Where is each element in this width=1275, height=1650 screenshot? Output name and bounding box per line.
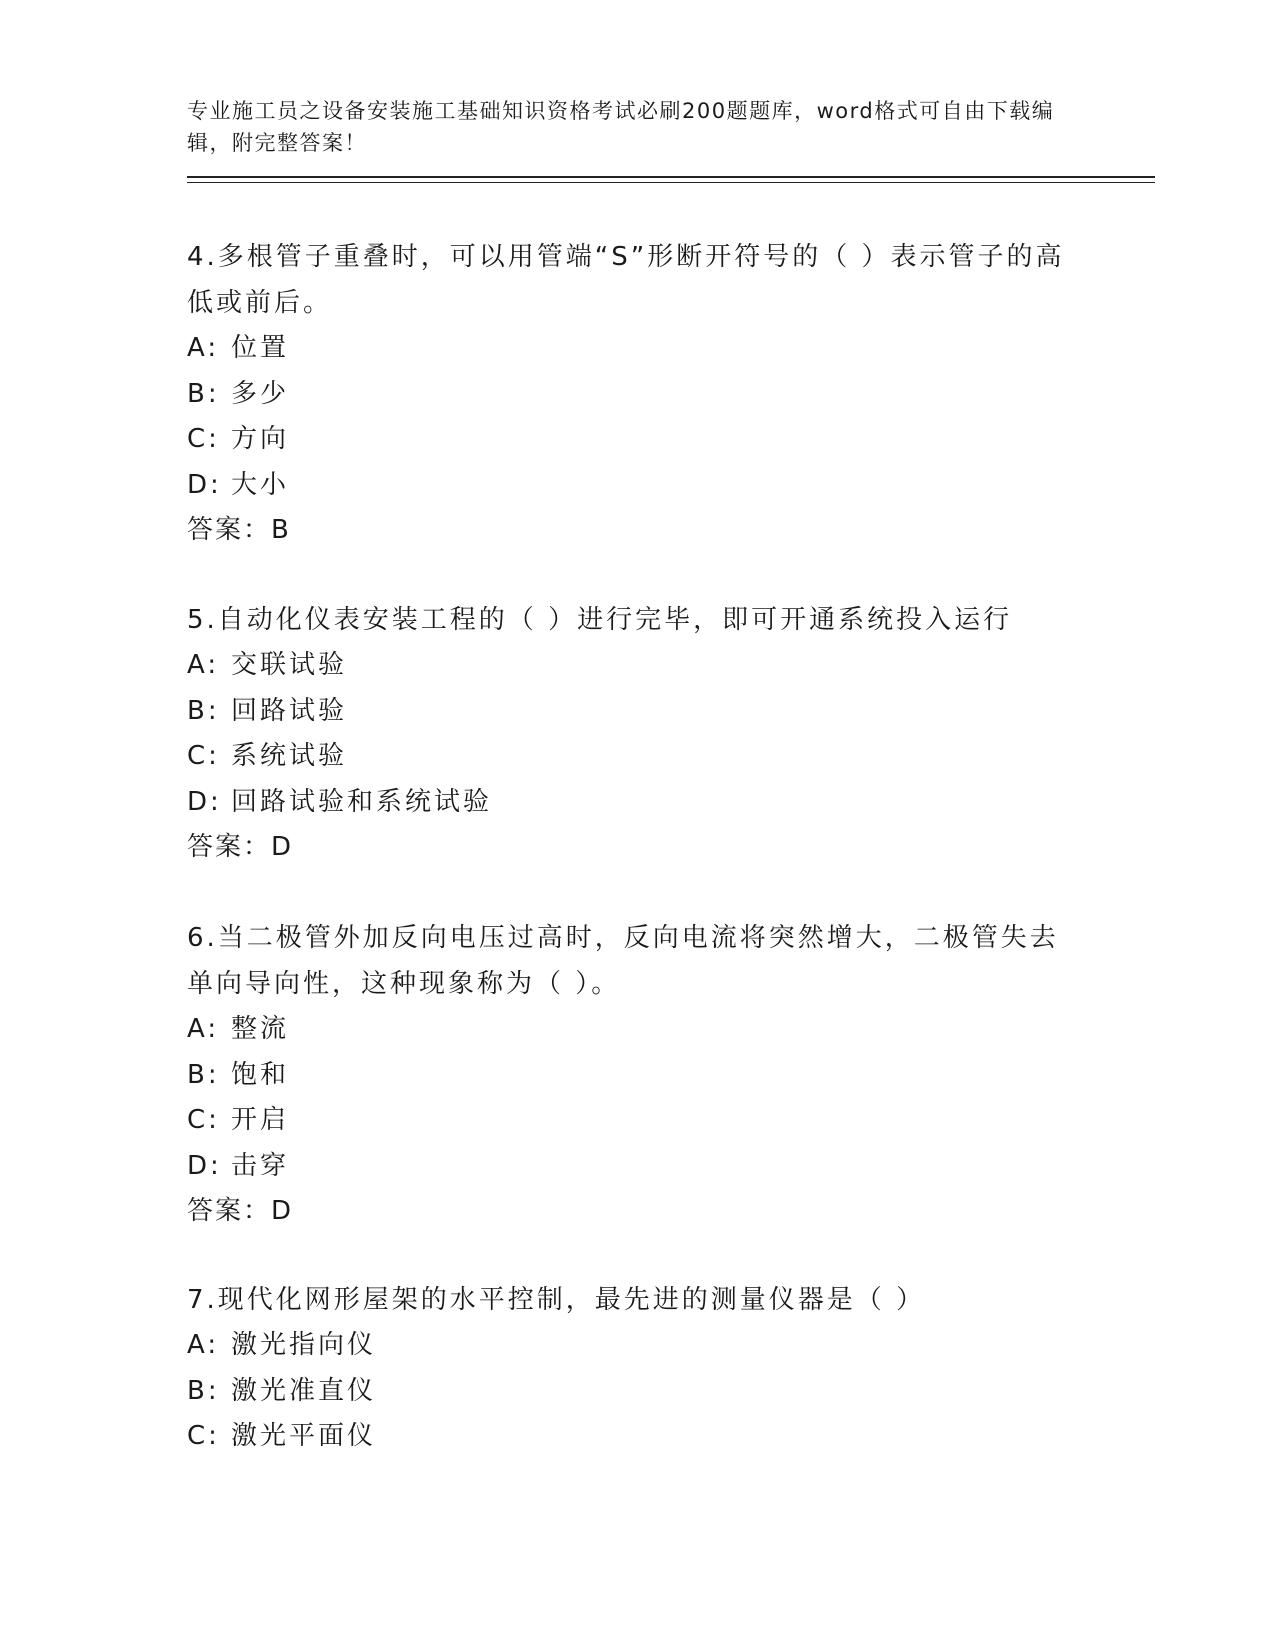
- answer: 答案：D: [187, 1196, 294, 1226]
- question-stem: 5.自动化仪表安装工程的（ ）进行完毕，即可开通系统投入运行: [187, 605, 1013, 635]
- option-a: [187, 643, 1067, 689]
- answer: 答案：D: [187, 832, 294, 862]
- option-letter: D:: [187, 1150, 222, 1181]
- question-6: [187, 915, 1067, 1235]
- question-5: [187, 597, 1067, 871]
- option-letter: A:: [187, 1014, 220, 1044]
- option-letter: B:: [187, 695, 220, 726]
- option-text: 激光指向仪: [231, 1330, 377, 1360]
- header-divider-thick: [187, 176, 1155, 178]
- option-letter: C:: [187, 424, 220, 454]
- option-text: 激光准直仪: [231, 1375, 377, 1406]
- question-stem: 6.当二极管外加反向电压过高时，反向电流将突然增大，二极管失去单向导向性，这种现象称为（ ）。: [187, 923, 1059, 999]
- option-letter: B:: [187, 1375, 220, 1406]
- option-text: 开启: [231, 1105, 290, 1135]
- question-stem: 7.现代化网形屋架的水平控制，最先进的测量仪器是（ ）: [187, 1285, 926, 1315]
- option-c: [187, 1414, 1067, 1460]
- option-a: [187, 1323, 1067, 1369]
- header-divider-thin: [187, 182, 1155, 183]
- option-b: [187, 689, 1067, 735]
- option-letter: D:: [187, 469, 222, 500]
- option-text: 多少: [231, 378, 290, 409]
- option-c: [187, 417, 1067, 463]
- option-text: 系统试验: [231, 741, 348, 771]
- option-d: [187, 780, 1067, 826]
- option-text: 回路试验和系统试验: [231, 786, 493, 817]
- option-letter: C:: [187, 1421, 220, 1451]
- option-letter: B:: [187, 1059, 220, 1090]
- option-a: [187, 1007, 1067, 1053]
- option-b: [187, 1053, 1067, 1099]
- question-4: [187, 234, 1067, 554]
- option-text: 交联试验: [231, 650, 348, 680]
- option-b: [187, 372, 1067, 418]
- answer: 答案：B: [187, 515, 291, 545]
- document-title: 专业施工员之设备安装施工基础知识资格考试必刷200题题库，word格式可自由下载编辑，附完整答案！: [187, 99, 1055, 155]
- question-stem: 4.多根管子重叠时，可以用管端“S”形断开符号的（ ）表示管子的高低或前后。: [187, 242, 1065, 318]
- option-text: 大小: [231, 469, 290, 500]
- option-text: 位置: [231, 333, 290, 363]
- option-d: [187, 1144, 1067, 1190]
- option-text: 回路试验: [231, 695, 348, 726]
- question-7: [187, 1277, 1067, 1460]
- option-letter: B:: [187, 378, 220, 409]
- option-b: [187, 1369, 1067, 1415]
- option-d: [187, 463, 1067, 509]
- option-c: [187, 1098, 1067, 1144]
- option-text: 激光平面仪: [231, 1421, 377, 1451]
- option-letter: A:: [187, 1330, 220, 1360]
- option-a: [187, 326, 1067, 372]
- option-letter: C:: [187, 741, 220, 771]
- option-c: [187, 734, 1067, 780]
- option-letter: C:: [187, 1105, 220, 1135]
- option-letter: A:: [187, 333, 220, 363]
- option-text: 整流: [231, 1014, 290, 1044]
- option-letter: A:: [187, 650, 220, 680]
- option-text: 方向: [231, 424, 290, 454]
- option-text: 击穿: [231, 1150, 290, 1181]
- option-letter: D:: [187, 786, 222, 817]
- option-text: 饱和: [231, 1059, 290, 1090]
